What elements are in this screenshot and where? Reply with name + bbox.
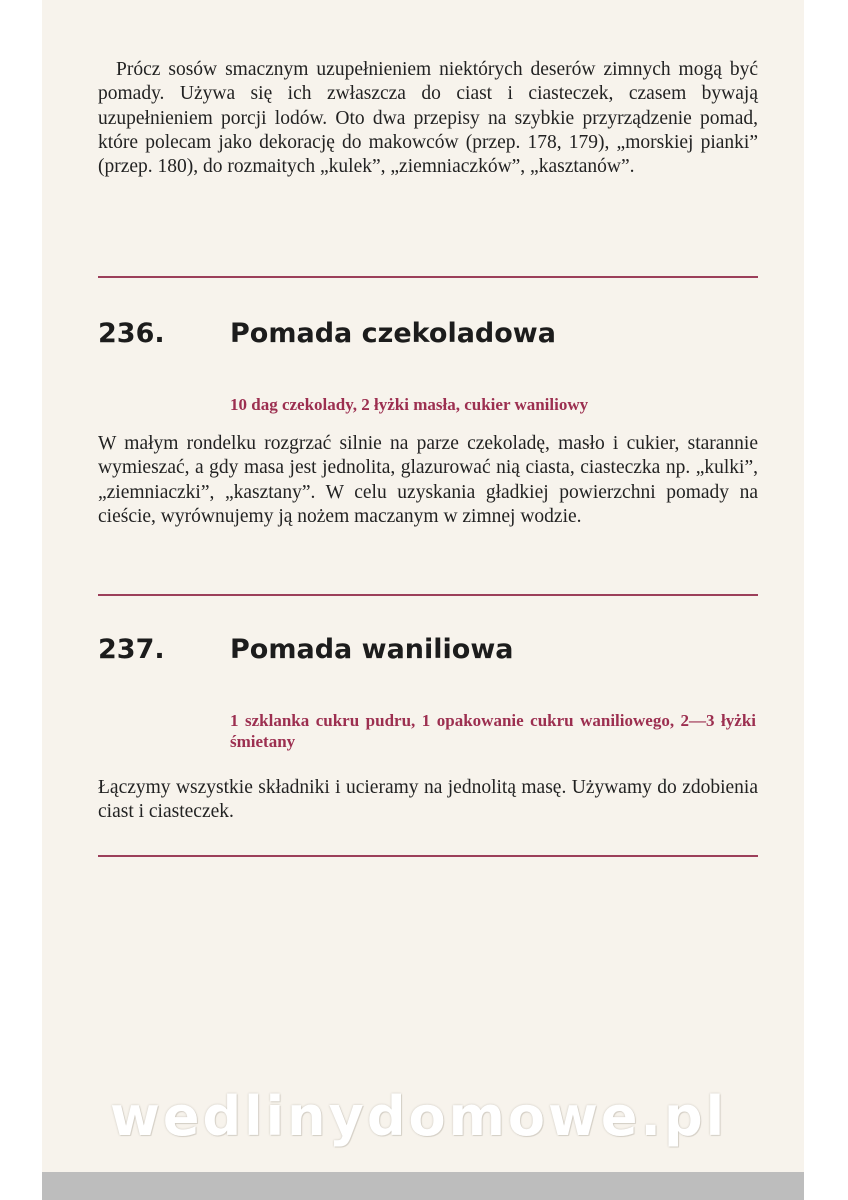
- watermark-text: wedlinydomowe.pl: [110, 1085, 728, 1148]
- intro-block: [98, 58, 758, 179]
- scan-margin-right: [804, 0, 848, 1200]
- scan-margin-left: [0, 0, 42, 1200]
- section-divider: [98, 276, 758, 278]
- section-divider: [98, 855, 758, 857]
- recipe-ingredients: 1 szklanka cukru pudru, 1 opakowanie cukru waniliowego, 2—3 łyżki śmietany: [230, 711, 756, 751]
- recipe-instructions-block: [98, 776, 758, 825]
- section-divider: [98, 594, 758, 596]
- recipe-heading: [98, 634, 514, 665]
- recipe-instructions: Łączymy wszystkie składniki i ucieramy na jednolitą masę. Używamy do zdobienia ciast i ciasteczek.: [98, 777, 758, 823]
- recipe-title: Pomada waniliowa: [230, 634, 514, 665]
- recipe-instructions-block: [98, 432, 758, 529]
- recipe-number: 237.: [98, 634, 165, 665]
- recipe-number: 236.: [98, 318, 165, 349]
- recipe-ingredients: 10 dag czekolady, 2 łyżki masła, cukier waniliowy: [230, 395, 589, 414]
- intro-paragraph: Prócz sosów smacznym uzupełnieniem niektórych deserów zimnych mogą być pomady. Używa się ich zwłaszcza do ciast i ciasteczek, czasem bywają uzupełnieniem porcji lodów. Oto dwa przepisy na szybkie przyrządzenie pomad, które polecam jako dekorację do makowców (przep. 178, 179), „morskiej pianki” (przep. 180), do rozmaitych „kulek”, „ziemniaczków”, „kasztanów”.: [98, 59, 758, 178]
- recipe-instructions: W małym rondelku rozgrzać silnie na parze czekoladę, masło i cukier, starannie wymieszać, a gdy masa jest jednolita, glazurować nią ciasta, ciasteczka np. „kulki”, „ziemniaczki”, „kasztany”. W celu uzyskania gładkiej powierzchni pomady na cieście, wyrównujemy ją nożem maczanym w zimnej wodzie.: [98, 433, 758, 527]
- scan-page-edge: [42, 1172, 804, 1200]
- recipe-title: Pomada czekoladowa: [230, 318, 556, 349]
- recipe-heading: [98, 318, 556, 349]
